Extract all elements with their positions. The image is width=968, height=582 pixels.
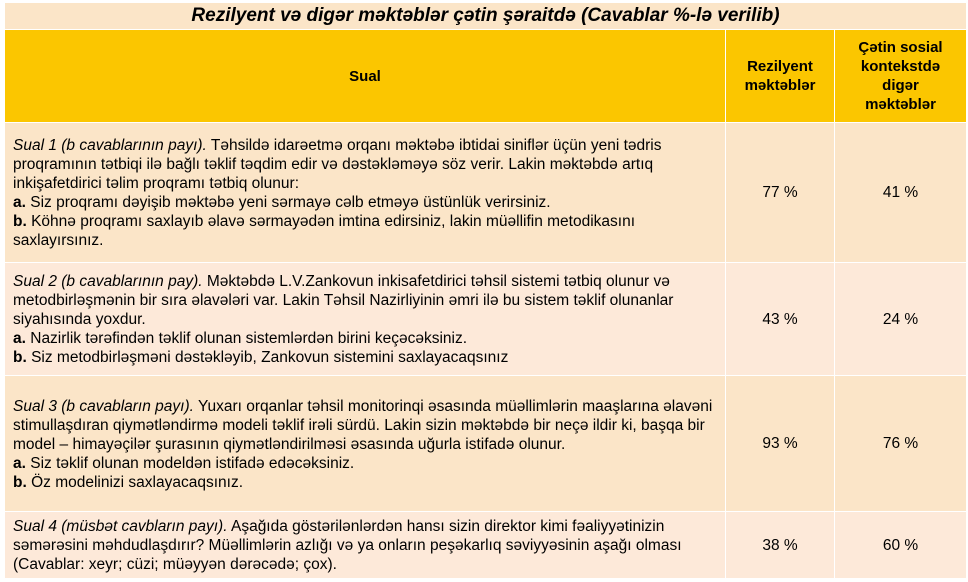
option-letter: a. — [13, 194, 26, 211]
header-resilient-line: Rezilyent — [747, 58, 813, 75]
question-text: Məktəbdə L.V.Zankovun inkisafetdirici təhsil sistemi tətbiq olunur və metodbirləşmənin bir sıra əlavələri var. Lakin Təhsil Nazirliyinin əmri ilə bu sistem təklif olunanlar siyahısında yoxdur. — [13, 273, 674, 328]
other-value: 41 % — [835, 123, 967, 263]
header-other — [835, 30, 967, 123]
survey-table — [4, 2, 967, 579]
question-cell — [5, 123, 726, 263]
question-text: Aşağıda göstərilənlərdən hansı sizin direktor kimi fəaliyyətinizin səmərəsini məhdudlaşdırır? Müəllimlərin azlığı və ya onların peşəkarlıq səviyyəsinin aşağı olması (Cavablar: xeyr; cüzi; müəyyən dərəcədə; çox). — [13, 518, 682, 573]
question-lead: Sual 4 (müsbət cavbların payı). — [13, 518, 228, 535]
resilient-value: 93 % — [726, 376, 835, 512]
header-resilient-line: məktəblər — [744, 77, 816, 94]
question-cell — [5, 376, 726, 512]
option-text: Siz proqramı dəyişib məktəbə yeni sərmayə cəlb etməyə üstünlük verirsiniz. — [25, 194, 551, 211]
question-text: Təhsildə idarəetmə orqanı məktəbə ibtidai siniflər üçün yeni tədris proqramının tətbiqi ilə bağlı təklif təqdim edir və dəstəkləməyə söz verir. Lakin məktəbdə artıq inkişafetdirici təlim proqramı tətbiq olunur: — [13, 137, 662, 192]
header-resilient — [726, 30, 835, 123]
question-lead: Sual 1 (b cavablarının payı). — [13, 137, 207, 154]
option-letter: a. — [13, 454, 26, 472]
resilient-value: 38 % — [726, 512, 835, 579]
table-row — [5, 263, 967, 376]
table-row — [5, 123, 967, 263]
option-letter: b. — [13, 473, 27, 491]
survey-table-frame — [4, 2, 966, 580]
header-other-line: Çətin sosial — [858, 39, 943, 56]
option-letter: b. — [13, 349, 27, 366]
resilient-value: 43 % — [726, 263, 835, 376]
question-cell — [5, 263, 726, 376]
header-other-line: məktəblər — [865, 96, 936, 113]
option-text: Siz təklif olunan modeldən istifadə edəcəksiniz. — [25, 454, 355, 472]
header-other-line: digər — [882, 77, 919, 94]
table-row — [5, 512, 967, 579]
other-value: 60 % — [835, 512, 967, 579]
other-value: 76 % — [835, 376, 967, 512]
option-text: Nazirlik tərəfindən təklif olunan sistemlərdən birini keçəcəksiniz. — [25, 330, 468, 347]
resilient-value: 77 % — [726, 123, 835, 263]
option-letter: b. — [13, 213, 27, 230]
question-text: Yuxarı orqanlar təhsil monitorinqi əsasında müəllimlərin maaşlarına əlavəni stimullaşdıran qiymətləndirmə modeli təklif irəli sürdü. Lakin sizin məktəbdə bir neçə ildir ki, başqa bir model – himayəçilər şurasının qiymətləndirilməsi əsasında uğurla istifadə olunur. — [13, 397, 713, 453]
option-text: Köhnə proqramı saxlayıb əlavə sərmayədən imtina edirsiniz, lakin müəllifin metodikasını saxlayırsınız. — [13, 213, 636, 249]
table-title: Rezilyent və digər məktəblər çətin şəraitdə (Cavablar %-lə verilib) — [5, 3, 967, 30]
option-text: Siz metodbirləşməni dəstəkləyib, Zankovun sistemini saxlayacaqsınız — [26, 349, 509, 366]
table-row — [5, 376, 967, 512]
header-other-line: kontekstdə — [860, 58, 941, 75]
question-lead: Sual 2 (b cavablarının pay). — [13, 273, 203, 290]
option-letter: a. — [13, 330, 26, 347]
other-value: 24 % — [835, 263, 967, 376]
question-lead: Sual 3 (b cavabların payı). — [13, 397, 194, 415]
question-cell — [5, 512, 726, 579]
option-text: Öz modelinizi saxlayacaqsınız. — [26, 473, 244, 491]
header-question: Sual — [5, 30, 726, 123]
